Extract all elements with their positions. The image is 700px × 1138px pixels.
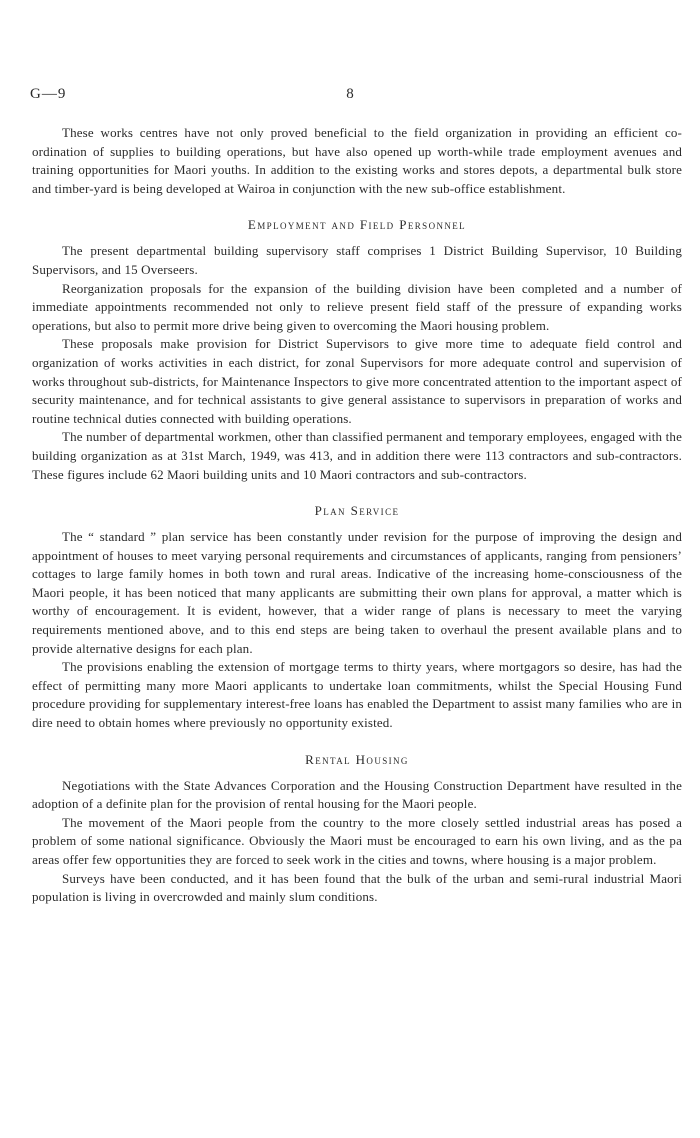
- section-heading-employment: Employment and Field Personnel: [247, 217, 467, 233]
- paragraph: Surveys have been conducted, and it has been found that the bulk of the urban and semi-rural industrial Maori population is living in overcrowded and mainly slum conditions.: [32, 870, 682, 905]
- paragraph: Reorganization proposals for the expansion of the building division have been completed and a number of immediate appointments recommended not only to relieve present field staff of the pressure of expanding works operations, but also to permit more drive being given to overcoming the Maori housing problem.: [32, 280, 682, 333]
- intro-section: [32, 124, 682, 198]
- rental-housing-section: [32, 752, 682, 907]
- page-header: [30, 86, 670, 106]
- page-id: G—9: [30, 86, 67, 102]
- paragraph: These works centres have not only proved beneficial to the field organization in providing an efficient co-ordination of supplies to building operations, but have also opened up worth-while trade employment avenues and training opportunities for Maori youths. In addition to the existing works and stores depots, a departmental bulk store and timber-yard is being developed at Wairoa in conjunction with the new sub-office establishment.: [32, 125, 682, 196]
- paragraph: The “ standard ” plan service has been constantly under revision for the purpose of improving the design and appointment of houses to meet varying personal requirements and circumstances of applicants, ranging from pensioners’ cottages to large family homes in both town and rural areas. Indicative of the increasing home-consciousness of the Maori people, it has been noticed that many applicants are submitting their own plans for approval, a matter which is worthy of encouragement. It is evident, however, that a wider range of plans is necessary to meet the varying requirements mentioned above, and to this end steps are being taken to overhaul the present available plans and to provide alternative designs for each plan.: [32, 529, 682, 656]
- paragraph: Negotiations with the State Advances Corporation and the Housing Construction Department have resulted in the adoption of a definite plan for the provision of rental housing for the Maori people.: [32, 777, 682, 812]
- paragraph: The number of departmental workmen, other than classified permanent and temporary employees, engaged with the building organization as at 31st March, 1949, was 413, and in addition there were 113 contractors and sub-contractors. These figures include 62 Maori building units and 10 Maori contractors and sub-contractors.: [32, 429, 682, 482]
- employment-section: [32, 217, 682, 484]
- document-body: [32, 124, 682, 907]
- paragraph: The movement of the Maori people from the country to the more closely settled industrial areas has posed a problem of some national significance. Obviously the Maori must be encouraged to earn his own living, and as the pa areas offer few opportunities they are forced to seek work in the cities and towns, where housing is a major problem.: [32, 814, 682, 867]
- plan-service-section: [32, 503, 682, 733]
- section-heading-plan-service: Plan Service: [314, 503, 400, 519]
- paragraph: The present departmental building supervisory staff comprises 1 District Building Supervisor, 10 Building Supervisors, and 15 Overseers.: [32, 243, 682, 277]
- paragraph: The provisions enabling the extension of mortgage terms to thirty years, where mortgagors so desire, has had the effect of permitting many more Maori applicants to undertake loan commitments, whilst the Special Housing Fund procedure providing for supplementary interest-free loans has enabled the Department to assist many families who are in dire need to obtain homes where previously no opportunity existed.: [32, 659, 682, 731]
- page-number: 8: [346, 86, 354, 102]
- section-heading-rental-housing: Rental Housing: [305, 751, 409, 767]
- paragraph: These proposals make provision for District Supervisors to give more time to adequate field control and organization of works activities in each district, for zonal Supervisors for more adequate control and supervision of works throughout sub-districts, for Maintenance Inspectors to give more concentrated attention to the important aspect of security maintenance, and for technical assistants to give general assistance to supervisors in preparation of works and routine technical duties connected with building operations.: [32, 336, 682, 426]
